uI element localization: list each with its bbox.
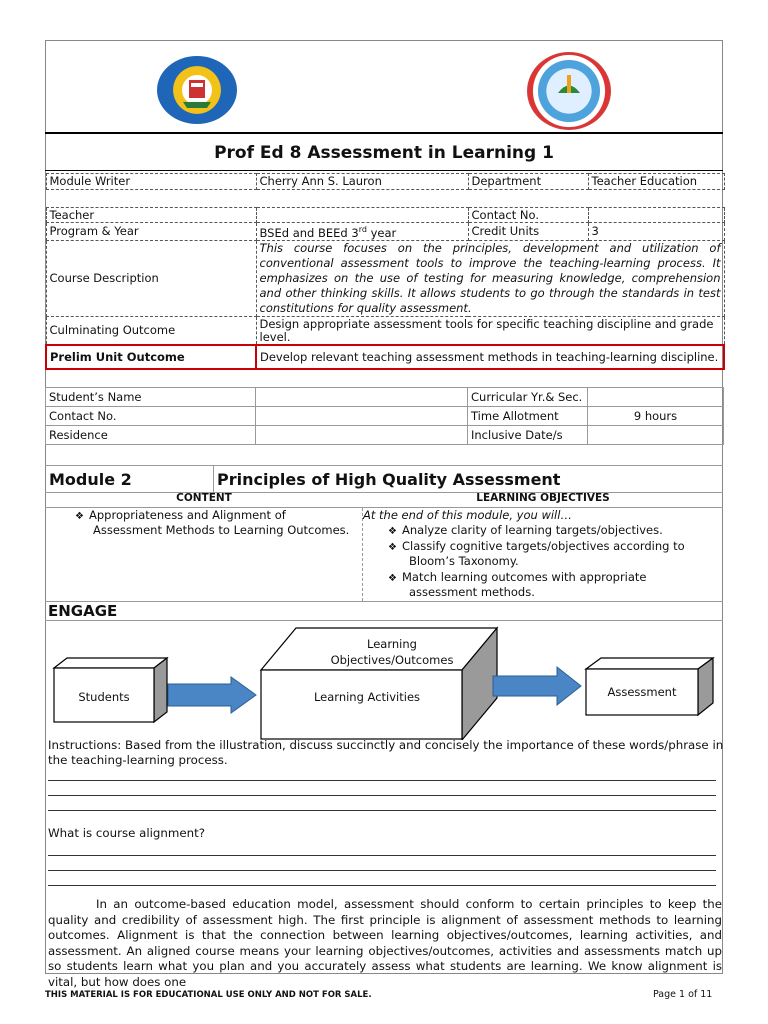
objective-item: ❖ Analyze clarity of learning targets/objectives. — [388, 523, 663, 537]
assessment-box-top — [586, 658, 713, 669]
instructions-line-2: the teaching-learning process. — [48, 753, 228, 767]
page-title: Prof Ed 8 Assessment in Learning 1 — [214, 143, 554, 163]
contact-value[interactable] — [588, 208, 724, 223]
department-label: Department — [468, 174, 588, 190]
engage-heading: ENGAGE — [48, 602, 118, 620]
module-heading-row — [45, 465, 723, 493]
arrow-right-icon — [493, 667, 581, 705]
answer-line[interactable] — [48, 795, 716, 796]
student-contact-field[interactable] — [256, 407, 468, 426]
footer-notice: THIS MATERIAL IS FOR EDUCATIONAL USE ONLY AND NOT FOR SALE. — [45, 990, 372, 1000]
title-rule — [45, 170, 723, 171]
objective-item-cont: Bloom’s Taxonomy. — [409, 554, 519, 568]
program-label: Program & Year — [46, 223, 256, 241]
teacher-label: Teacher — [46, 208, 256, 223]
curricular-field[interactable] — [588, 388, 724, 407]
department-value: Teacher Education — [588, 174, 724, 190]
time-allotment-value: 9 hours — [588, 407, 724, 426]
module-writer-value: Cherry Ann S. Lauron — [256, 174, 468, 190]
content-item: ❖ Appropriateness and Alignment of — [75, 508, 286, 522]
time-allotment-label: Time Allotment — [468, 407, 588, 426]
contact-label: Contact No. — [468, 208, 588, 223]
diagram-students-label: Students — [78, 690, 130, 704]
answer-line[interactable] — [48, 870, 716, 871]
diagram-assessment-label: Assessment — [607, 685, 677, 699]
students-box-side — [154, 658, 167, 722]
credit-units-label: Credit Units — [468, 223, 588, 241]
objective-item: ❖ Classify cognitive targets/objectives according to — [388, 539, 685, 553]
objectives-header: LEARNING OBJECTIVES — [476, 492, 610, 504]
student-info-table — [45, 387, 724, 445]
spacer-cell — [46, 190, 256, 208]
curricular-label: Curricular Yr.& Sec. — [468, 388, 588, 407]
course-description-value: This course focuses on the principles, development and utilization of conventional assessment tools to improve the teaching-learning process. It emphasizes on the use of testing for measuring knowledge, comprehension and other thinking skills. It allows students to go through the standards in test constitutions for quality assessment. — [256, 240, 724, 316]
body-paragraph: In an outcome-based education model, assessment should conform to certain principles to keep the quality and credibility of assessment high. The first principle is alignment of assessment methods to learning outcomes. Alignment is that the connection between learning objectives/outcomes, learning activities, and assessment. An aligned course means your learning objectives/outcomes, activities and assessments match up so students learn what you plan and you accurately assess what students are learning. We know alignment is vital, but how does one — [48, 897, 722, 989]
college-seal-logo — [157, 56, 237, 124]
center-box-front — [261, 670, 462, 739]
instructions-line-1: Instructions: Based from the illustration, discuss succinctly and concisely the importance of these words/phrase in — [48, 738, 724, 752]
culminating-outcome-value: Design appropriate assessment tools for specific teaching discipline and grade level. — [256, 316, 724, 345]
content-item-cont: Assessment Methods to Learning Outcomes. — [93, 523, 350, 537]
header-rule — [45, 132, 723, 134]
spacer-cell — [588, 190, 724, 208]
answer-line[interactable] — [48, 855, 716, 856]
inclusive-dates-label: Inclusive Date/s — [468, 426, 588, 445]
teacher-value[interactable] — [256, 208, 468, 223]
diamond-bullet-icon: ❖ — [388, 542, 397, 553]
city-seal-logo — [527, 52, 611, 130]
credit-units-value: 3 — [588, 223, 724, 241]
diagram-objectives-label-1: Learning — [367, 637, 417, 651]
objectives-intro: At the end of this module, you will… — [363, 508, 572, 522]
course-description-label: Course Description — [46, 240, 256, 316]
answer-line[interactable] — [48, 810, 716, 811]
arrow-right-icon — [168, 677, 256, 713]
answer-line[interactable] — [48, 780, 716, 781]
student-name-label: Student’s Name — [46, 388, 256, 407]
module-info-table — [45, 173, 725, 370]
objective-item-cont: assessment methods. — [409, 585, 535, 599]
engage-rule-top — [45, 601, 723, 602]
residence-label: Residence — [46, 426, 256, 445]
prelim-outcome-label: Prelim Unit Outcome — [46, 345, 256, 369]
module-number: Module 2 — [49, 470, 132, 489]
content-header: CONTENT — [176, 492, 232, 504]
module-heading-divider — [213, 466, 214, 492]
page-number: Page 1 of 11 — [653, 989, 713, 1000]
diagram-objectives-label-2: Objectives/Outcomes — [330, 653, 454, 667]
spacer-cell — [468, 190, 588, 208]
program-value: BSEd and BEEd 3rd year — [256, 223, 468, 241]
diamond-bullet-icon: ❖ — [388, 573, 397, 584]
module-writer-label: Module Writer — [46, 174, 256, 190]
objective-item: ❖ Match learning outcomes with appropriate — [388, 570, 647, 584]
inclusive-dates-field[interactable] — [588, 426, 724, 445]
residence-field[interactable] — [256, 426, 468, 445]
student-contact-label: Contact No. — [46, 407, 256, 426]
culminating-outcome-label: Culminating Outcome — [46, 316, 256, 345]
spacer-cell — [256, 190, 468, 208]
answer-line[interactable] — [48, 885, 716, 886]
student-name-field[interactable] — [256, 388, 468, 407]
students-box-top — [54, 658, 167, 668]
prelim-outcome-value: Develop relevant teaching assessment methods in teaching-learning discipline. — [256, 345, 724, 369]
course-alignment-question: What is course alignment? — [48, 826, 205, 840]
diamond-bullet-icon: ❖ — [75, 511, 84, 522]
diagram-activities-label: Learning Activities — [313, 690, 421, 704]
module-title: Principles of High Quality Assessment — [217, 470, 561, 489]
diamond-bullet-icon: ❖ — [388, 526, 397, 537]
